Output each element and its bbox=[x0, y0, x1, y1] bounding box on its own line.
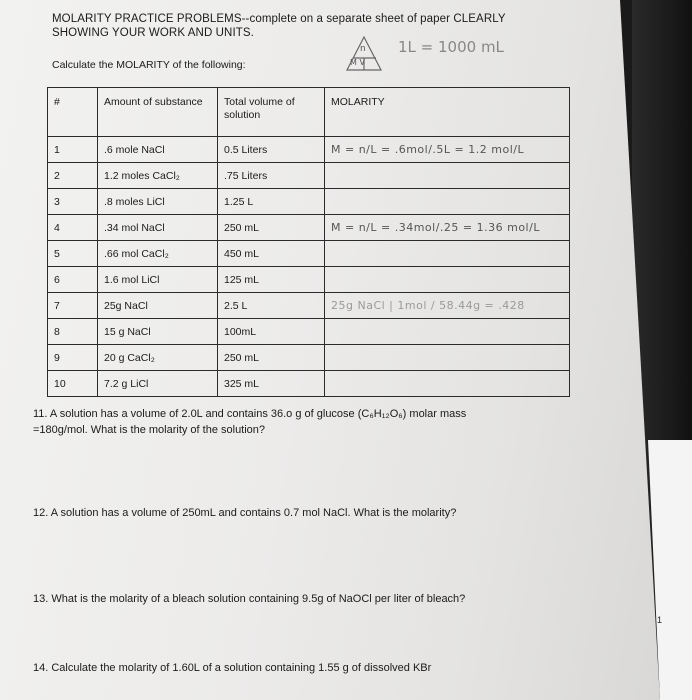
row-volume: 450 mL bbox=[218, 241, 325, 267]
question-12: 12. A solution has a volume of 250mL and contains 0.7 mol NaCl. What is the molarity? bbox=[33, 507, 457, 519]
row-molarity-work: 25g NaCl | 1mol / 58.44g = .428 bbox=[325, 293, 570, 319]
row-amount: 25g NaCl bbox=[98, 293, 218, 319]
row-number: 6 bbox=[48, 267, 98, 293]
question-11-line-2: =180g/mol. What is the molarity of the solution? bbox=[33, 424, 266, 436]
row-volume: 250 mL bbox=[218, 215, 325, 241]
row-number: 9 bbox=[48, 345, 98, 371]
row-number: 1 bbox=[48, 137, 98, 163]
header-amount: Amount of substance bbox=[98, 88, 218, 137]
row-amount: .34 mol NaCl bbox=[98, 215, 218, 241]
row-molarity-work bbox=[325, 189, 570, 215]
table-row bbox=[48, 137, 570, 163]
row-volume: .75 Liters bbox=[218, 163, 325, 189]
question-14: 14. Calculate the molarity of 1.60L of a solution containing 1.55 g of dissolved KBr bbox=[33, 662, 432, 674]
row-molarity-work bbox=[325, 267, 570, 293]
table-row bbox=[48, 319, 570, 345]
row-volume: 0.5 Liters bbox=[218, 137, 325, 163]
row-number: 10 bbox=[48, 371, 98, 397]
row-amount: 20 g CaCl₂ bbox=[98, 345, 218, 371]
row-molarity-work bbox=[325, 371, 570, 397]
row-molarity-work bbox=[325, 319, 570, 345]
molarity-table bbox=[47, 87, 570, 397]
row-amount: 1.6 mol LiCl bbox=[98, 267, 218, 293]
table-row bbox=[48, 241, 570, 267]
table-row bbox=[48, 371, 570, 397]
row-number: 5 bbox=[48, 241, 98, 267]
row-number: 3 bbox=[48, 189, 98, 215]
row-amount: 15 g NaCl bbox=[98, 319, 218, 345]
row-molarity-work bbox=[325, 163, 570, 189]
row-amount: 7.2 g LiCl bbox=[98, 371, 218, 397]
row-volume: 1.25 L bbox=[218, 189, 325, 215]
table-row bbox=[48, 189, 570, 215]
row-volume: 125 mL bbox=[218, 267, 325, 293]
row-number: 7 bbox=[48, 293, 98, 319]
header-number: # bbox=[48, 88, 98, 137]
row-molarity-work bbox=[325, 241, 570, 267]
question-11-line-1: 11. A solution has a volume of 2.0L and contains 36.o g of glucose (C₆H₁₂O₆) molar mass bbox=[33, 408, 467, 420]
row-number: 8 bbox=[48, 319, 98, 345]
header-volume: Total volume of solution bbox=[218, 88, 325, 137]
table-row bbox=[48, 267, 570, 293]
table-row bbox=[48, 163, 570, 189]
row-amount: .66 mol CaCl₂ bbox=[98, 241, 218, 267]
molarity-triangle-icon bbox=[343, 34, 385, 74]
header-line-2: SHOWING YOUR WORK AND UNITS. bbox=[52, 27, 254, 39]
row-amount: .8 moles LiCl bbox=[98, 189, 218, 215]
row-amount: .6 mole NaCl bbox=[98, 137, 218, 163]
adjacent-page-digit: 1 bbox=[657, 615, 663, 625]
table-row bbox=[48, 215, 570, 241]
row-volume: 250 mL bbox=[218, 345, 325, 371]
header-line-1: MOLARITY PRACTICE PROBLEMS--complete on a separate sheet of paper CLEARLY bbox=[52, 13, 506, 25]
row-molarity-work: M = n/L = .34mol/.25 = 1.36 mol/L bbox=[325, 215, 570, 241]
row-molarity-work bbox=[325, 345, 570, 371]
instruction-text: Calculate the MOLARITY of the following: bbox=[52, 59, 246, 71]
row-number: 4 bbox=[48, 215, 98, 241]
triangle-top-note: n bbox=[360, 44, 366, 54]
triangle-bottom-note: M V bbox=[350, 58, 365, 67]
row-volume: 100mL bbox=[218, 319, 325, 345]
conversion-note: 1L = 1000 mL bbox=[398, 38, 504, 56]
row-volume: 2.5 L bbox=[218, 293, 325, 319]
table-row bbox=[48, 345, 570, 371]
table-header-row bbox=[48, 88, 570, 137]
question-13: 13. What is the molarity of a bleach solution containing 9.5g of NaOCl per liter of bleach? bbox=[33, 593, 466, 605]
row-molarity-work: M = n/L = .6mol/.5L = 1.2 mol/L bbox=[325, 137, 570, 163]
header-molarity: MOLARITY bbox=[325, 88, 570, 137]
row-number: 2 bbox=[48, 163, 98, 189]
row-amount: 1.2 moles CaCl₂ bbox=[98, 163, 218, 189]
table-row bbox=[48, 293, 570, 319]
row-volume: 325 mL bbox=[218, 371, 325, 397]
